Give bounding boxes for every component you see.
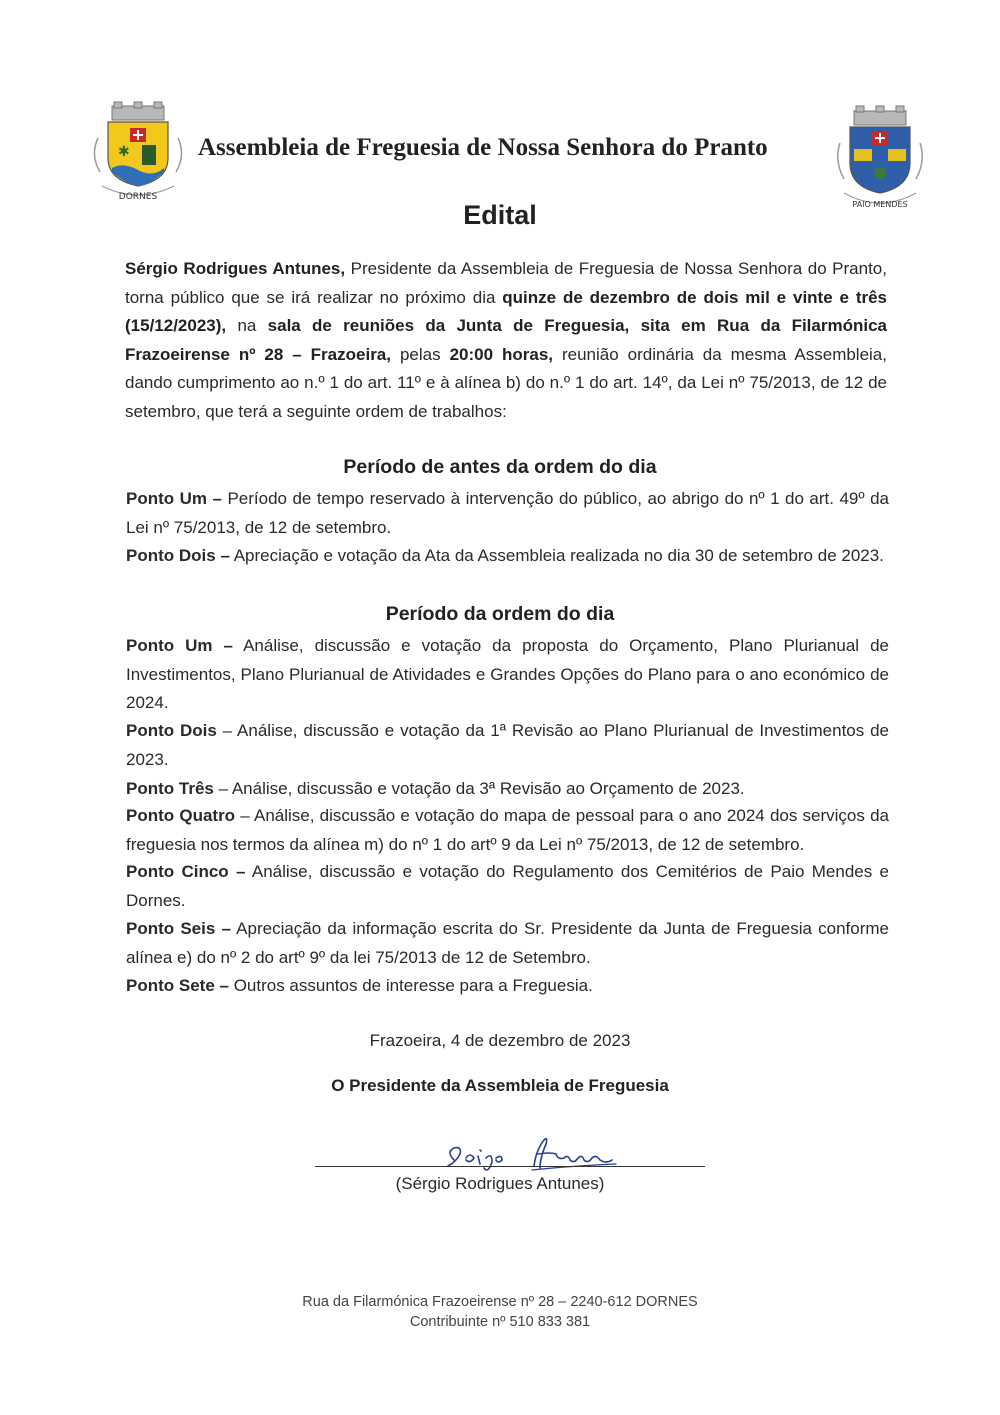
agenda-item-text: Análise, discussão e votação do Regulamento dos Cemitérios de Paio Mendes e Dornes.	[126, 862, 890, 910]
agenda-item-label: Ponto Três	[126, 779, 214, 798]
footer-address: Rua da Filarmónica Frazoeirense nº 28 – 2240-612 DORNES	[302, 1294, 698, 1310]
section-heading-agenda: Período da ordem do dia	[385, 603, 615, 625]
president-name: Sérgio Rodrigues Antunes,	[125, 259, 346, 278]
agenda-item-text: Apreciação e votação da Ata da Assembleia realizada no dia 30 de setembro de 2023.	[229, 546, 884, 565]
agenda-item-text: Apreciação da informação escrita do Sr. Presidente da Junta de Freguesia conforme alínea e) do nº 2 do artº 9º da lei 75/2013 de 12 de Setembro.	[126, 919, 889, 967]
intro-text-4: reunião ordinária da mesma Assembleia, dando cumprimento ao n.º 1 do art. 11º e à alínea b) do n.º 1 do art. 14º, da Lei nº 75/2013, de 12 de setembro, que terá a seguinte ordem de trabalhos:	[125, 344, 887, 421]
agenda-item-label: Ponto Cinco –	[126, 862, 246, 881]
meeting-date: quinze de dezembro de dois mil e vinte e três (15/12/2023),	[125, 287, 888, 336]
agenda-item	[126, 632, 889, 718]
agenda-item	[126, 802, 889, 859]
agenda-item	[126, 972, 889, 1001]
agenda-item-label: Ponto Dois	[126, 721, 217, 740]
agenda-item-label: Ponto Quatro	[126, 806, 236, 825]
agenda-item-label: Ponto Sete –	[126, 976, 229, 995]
agenda-item-label: Ponto Um –	[126, 636, 234, 655]
dornes-coat-of-arms	[88, 100, 188, 204]
agenda-item-text: – Análise, discussão e votação da 3ª Revisão ao Orçamento de 2023.	[213, 779, 745, 798]
agenda-item-text: – Análise, discussão e votação do mapa de pessoal para o ano 2024 dos serviços da freguesia nos termos da alínea m) do nº 1 do artº 9 da Lei nº 75/2013, de 12 de setembro.	[126, 806, 889, 854]
signatory-name: (Sérgio Rodrigues Antunes)	[395, 1174, 605, 1193]
agenda-item-text: Outros assuntos de interesse para a Freguesia.	[228, 976, 593, 995]
paio-mendes-crest-label: PAIO MENDES	[852, 200, 908, 209]
svg-text:✱: ✱	[118, 144, 130, 160]
document-title: Edital	[463, 200, 537, 230]
section-heading-before-agenda: Período de antes da ordem do dia	[343, 456, 657, 478]
agenda-item-label: Ponto Dois –	[126, 546, 230, 565]
footer-tax-id: Contribuinte nº 510 833 381	[409, 1314, 591, 1330]
intro-paragraph	[125, 255, 887, 427]
agenda-item	[126, 858, 889, 915]
agenda-item-text: Análise, discussão e votação da proposta do Orçamento, Plano Plurianual de Investimentos, Plano Plurianual de Atividades e Grandes Opções do Plano para o ano económico de 2024.	[126, 636, 889, 713]
signatory-title: O Presidente da Assembleia de Freguesia	[331, 1076, 669, 1095]
meeting-place: sala de reuniões da Junta de Freguesia, sita em Rua da Filarmónica Frazoeirense nº 28 – Frazoeira,	[125, 316, 887, 364]
paio-mendes-coat-of-arms	[834, 103, 926, 213]
agenda-item-label: Ponto Seis –	[126, 919, 231, 938]
intro-text-2: na	[226, 316, 268, 336]
agenda-item	[126, 485, 889, 542]
agenda-item-label: Ponto Um –	[126, 489, 222, 508]
intro-text-3: pelas	[391, 344, 450, 364]
place-and-date: Frazoeira, 4 de dezembro de 2023	[369, 1031, 631, 1050]
signature-line	[315, 1166, 705, 1167]
dornes-crest-label: DORNES	[118, 192, 158, 202]
agenda-item	[126, 915, 889, 972]
organization-name: Assembleia de Freguesia de Nossa Senhora do Pranto	[198, 134, 768, 161]
agenda-item-text: Período de tempo reservado à intervenção do público, ao abrigo do nº 1 do art. 49º da Lei nº 75/2013, de 12 de setembro.	[126, 489, 889, 537]
agenda-item	[126, 542, 889, 571]
agenda-item-text: – Análise, discussão e votação da 1ª Revisão ao Plano Plurianual de Investimentos de 2023.	[126, 721, 889, 769]
agenda-item	[126, 717, 889, 774]
meeting-time: 20:00 horas,	[449, 344, 554, 364]
handwritten-signature	[440, 1130, 630, 1180]
intro-text-1: Presidente da Assembleia de Freguesia de Nossa Senhora do Pranto, torna público que se irá realizar no próximo dia	[125, 259, 887, 307]
agenda-item	[126, 775, 889, 804]
